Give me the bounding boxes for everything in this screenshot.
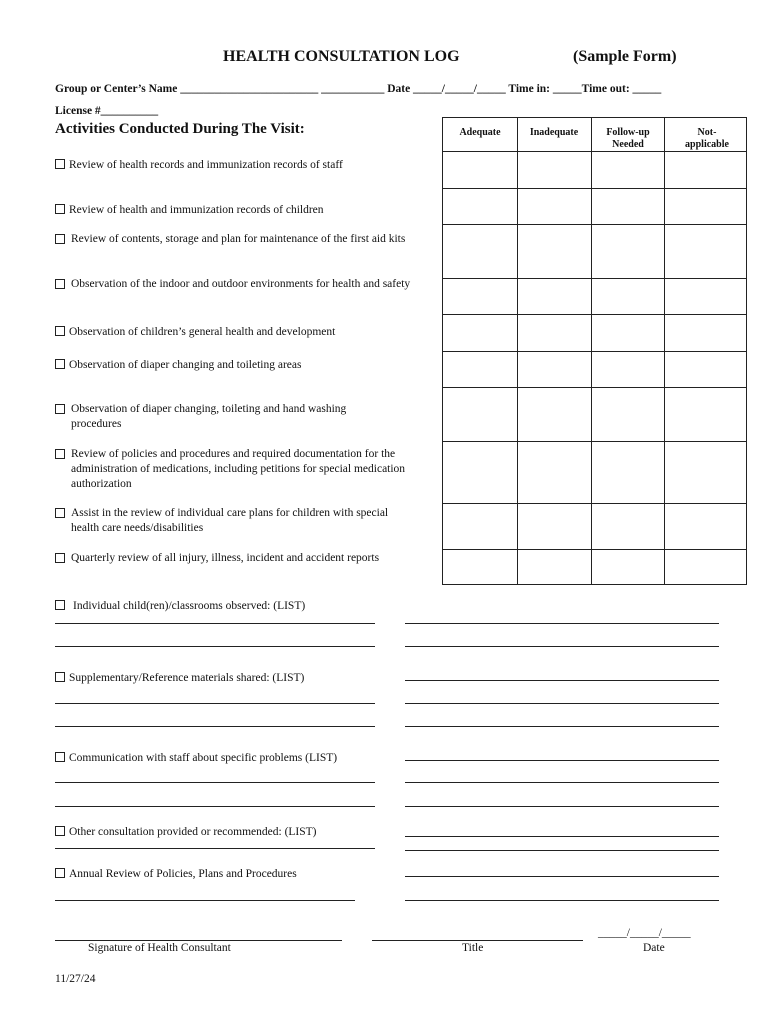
- supplementary-list-label: Supplementary/Reference materials shared: (LIST): [69, 672, 305, 684]
- column-header-follow-up: Follow-up Needed: [606, 127, 650, 150]
- table-row-line: [443, 188, 746, 189]
- activity-label: Review of contents, storage and plan for maintenance of the first aid kits: [71, 233, 406, 245]
- blank-line[interactable]: [405, 806, 719, 807]
- checkbox[interactable]: [55, 600, 65, 610]
- checkbox[interactable]: [55, 868, 65, 878]
- list-item: [55, 596, 305, 614]
- list-item: [55, 822, 317, 840]
- list-item: [55, 355, 301, 373]
- table-row-line: [443, 549, 746, 550]
- table-row-line: [443, 441, 746, 442]
- date-label: Date: [643, 942, 665, 954]
- list-item: [55, 748, 337, 766]
- blank-line[interactable]: [55, 806, 375, 807]
- blank-line[interactable]: [405, 623, 719, 624]
- activity-label: Quarterly review of all injury, illness, incident and accident reports: [71, 552, 380, 564]
- checkbox[interactable]: [55, 508, 65, 518]
- table-row-line: [443, 351, 746, 352]
- checkbox[interactable]: [55, 359, 65, 369]
- table-row-line: [443, 314, 746, 315]
- checkbox[interactable]: [55, 204, 65, 214]
- license-field: License #__________: [55, 105, 159, 117]
- table-row-line: [443, 224, 746, 225]
- activities-heading: Activities Conducted During The Visit:: [55, 121, 305, 137]
- table-row-line: [443, 503, 746, 504]
- blank-line[interactable]: [405, 680, 719, 681]
- blank-line[interactable]: [55, 848, 375, 849]
- form-title: HEALTH CONSULTATION LOG: [223, 48, 460, 65]
- blank-line[interactable]: [405, 836, 719, 837]
- signature-label: Signature of Health Consultant: [88, 942, 231, 954]
- list-item: [55, 322, 335, 340]
- list-item: [55, 200, 324, 218]
- list-item: [55, 668, 304, 686]
- activity-label: Observation of children’s general health and development: [69, 326, 336, 338]
- activity-label: Review of policies and procedures and required documentation for the administration of medications, including petitions for special medication authorization: [71, 448, 406, 490]
- checkbox[interactable]: [55, 159, 65, 169]
- checkbox[interactable]: [55, 672, 65, 682]
- blank-line[interactable]: [55, 782, 375, 783]
- individual-list-label: Individual child(ren)/classrooms observed: (LIST): [73, 600, 306, 612]
- info-line: Group or Center’s Name ________________________ ___________ Date _____/_____/_____ Time in: _____Time out: _____: [55, 83, 662, 95]
- blank-line[interactable]: [405, 876, 719, 877]
- form-subtitle: (Sample Form): [573, 48, 677, 65]
- checkbox[interactable]: [55, 326, 65, 336]
- title-label: Title: [462, 942, 484, 954]
- assessment-table: [442, 117, 747, 585]
- blank-line[interactable]: [405, 726, 719, 727]
- activity-label: Review of health records and immunization records of staff: [69, 159, 343, 171]
- list-item: [55, 864, 297, 882]
- activity-label: Review of health and immunization records of children: [69, 204, 324, 216]
- blank-line[interactable]: [55, 646, 375, 647]
- blank-line[interactable]: [55, 900, 355, 901]
- blank-line[interactable]: [55, 703, 375, 704]
- date-field[interactable]: _____/_____/_____: [598, 927, 691, 939]
- annual-review-label: Annual Review of Policies, Plans and Procedures: [69, 868, 297, 880]
- blank-line[interactable]: [405, 703, 719, 704]
- blank-line[interactable]: [55, 623, 375, 624]
- activity-label: Assist in the review of individual care plans for children with special health care needs/disabilities: [71, 507, 389, 534]
- activity-label: Observation of diaper changing and toileting areas: [69, 359, 302, 371]
- signature-line[interactable]: [55, 940, 342, 941]
- table-row-line: [443, 151, 746, 152]
- checkbox[interactable]: [55, 404, 65, 414]
- blank-line[interactable]: [405, 760, 719, 761]
- title-line[interactable]: [372, 940, 583, 941]
- activity-label: Observation of the indoor and outdoor environments for health and safety: [71, 278, 411, 290]
- checkbox[interactable]: [55, 752, 65, 762]
- blank-line[interactable]: [55, 726, 375, 727]
- other-list-label: Other consultation provided or recommended: (LIST): [69, 826, 317, 838]
- column-header-adequate: Adequate: [459, 127, 501, 138]
- checkbox[interactable]: [55, 234, 65, 244]
- activity-label: Observation of diaper changing, toileting and hand washing procedures: [71, 403, 347, 430]
- footer-date: 11/27/24: [55, 973, 96, 985]
- checkbox[interactable]: [55, 279, 65, 289]
- checkbox[interactable]: [55, 553, 65, 563]
- checkbox[interactable]: [55, 826, 65, 836]
- blank-line[interactable]: [405, 782, 719, 783]
- blank-line[interactable]: [405, 850, 719, 851]
- blank-line[interactable]: [405, 646, 719, 647]
- table-row-line: [443, 278, 746, 279]
- checkbox[interactable]: [55, 449, 65, 459]
- table-row-line: [443, 387, 746, 388]
- column-header-not-applicable: Not-applicable: [685, 127, 729, 150]
- blank-line[interactable]: [405, 900, 719, 901]
- communication-list-label: Communication with staff about specific problems (LIST): [69, 752, 338, 764]
- column-header-inadequate: Inadequate: [529, 127, 579, 138]
- list-item: [55, 155, 343, 173]
